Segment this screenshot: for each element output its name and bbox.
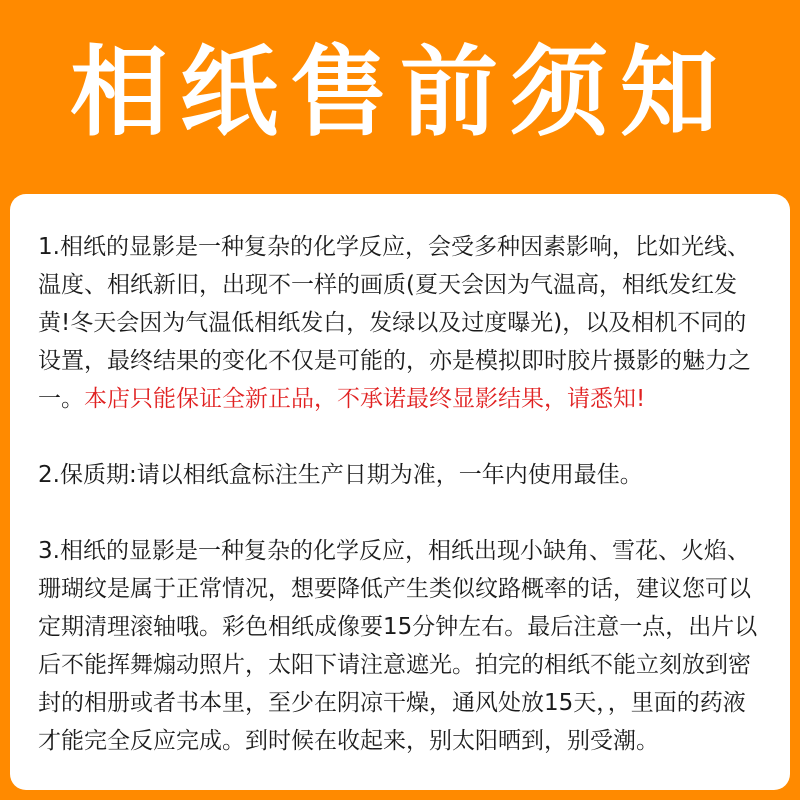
- notice-item-3: 3.相纸的显影是一种复杂的化学反应，相纸出现小缺角、雪花、火焰、珊瑚纹是属于正常情况，想要降低产生类似纹路概率的话，建议您可以定期清理滚轴哦。彩色相纸成像要15分钟左右。最后注意一点，出片以后不能挥舞煽动照片，太阳下请注意遮光。拍完的相纸不能立刻放到密封的相册或者书本里，至少在阴凉干燥，通风处放15天，，里面的药液才能完全反应完成。到时候在收起来，别太阳晒到，别受潮。: [38, 538, 758, 754]
- paragraph-spacer: [38, 494, 766, 532]
- notice-item-1: [38, 228, 766, 418]
- notice-item-1-warning: 本店只能保证全新正品，不承诺最终显影结果，请悉知!: [84, 386, 646, 412]
- page-title: 相纸售前须知: [69, 36, 730, 150]
- notice-card: [10, 194, 790, 790]
- notice-item-2: 2.保质期:请以相纸盒标注生产日期为准，一年内使用最佳。: [38, 462, 643, 488]
- notice-item-1-text: 1.相纸的显影是一种复杂的化学反应，会受多种因素影响，比如光线、温度、相纸新旧，出现不一样的画质(夏天会因为气温高，相纸发红发黄!冬天会因为气温低相纸发白，发绿以及过度曝光)，以及相机不同的设置，最终结果的变化不仅是可能的，亦是模拟即时胶片摄影的魅力之一。: [38, 234, 751, 412]
- paragraph-spacer: [38, 418, 766, 456]
